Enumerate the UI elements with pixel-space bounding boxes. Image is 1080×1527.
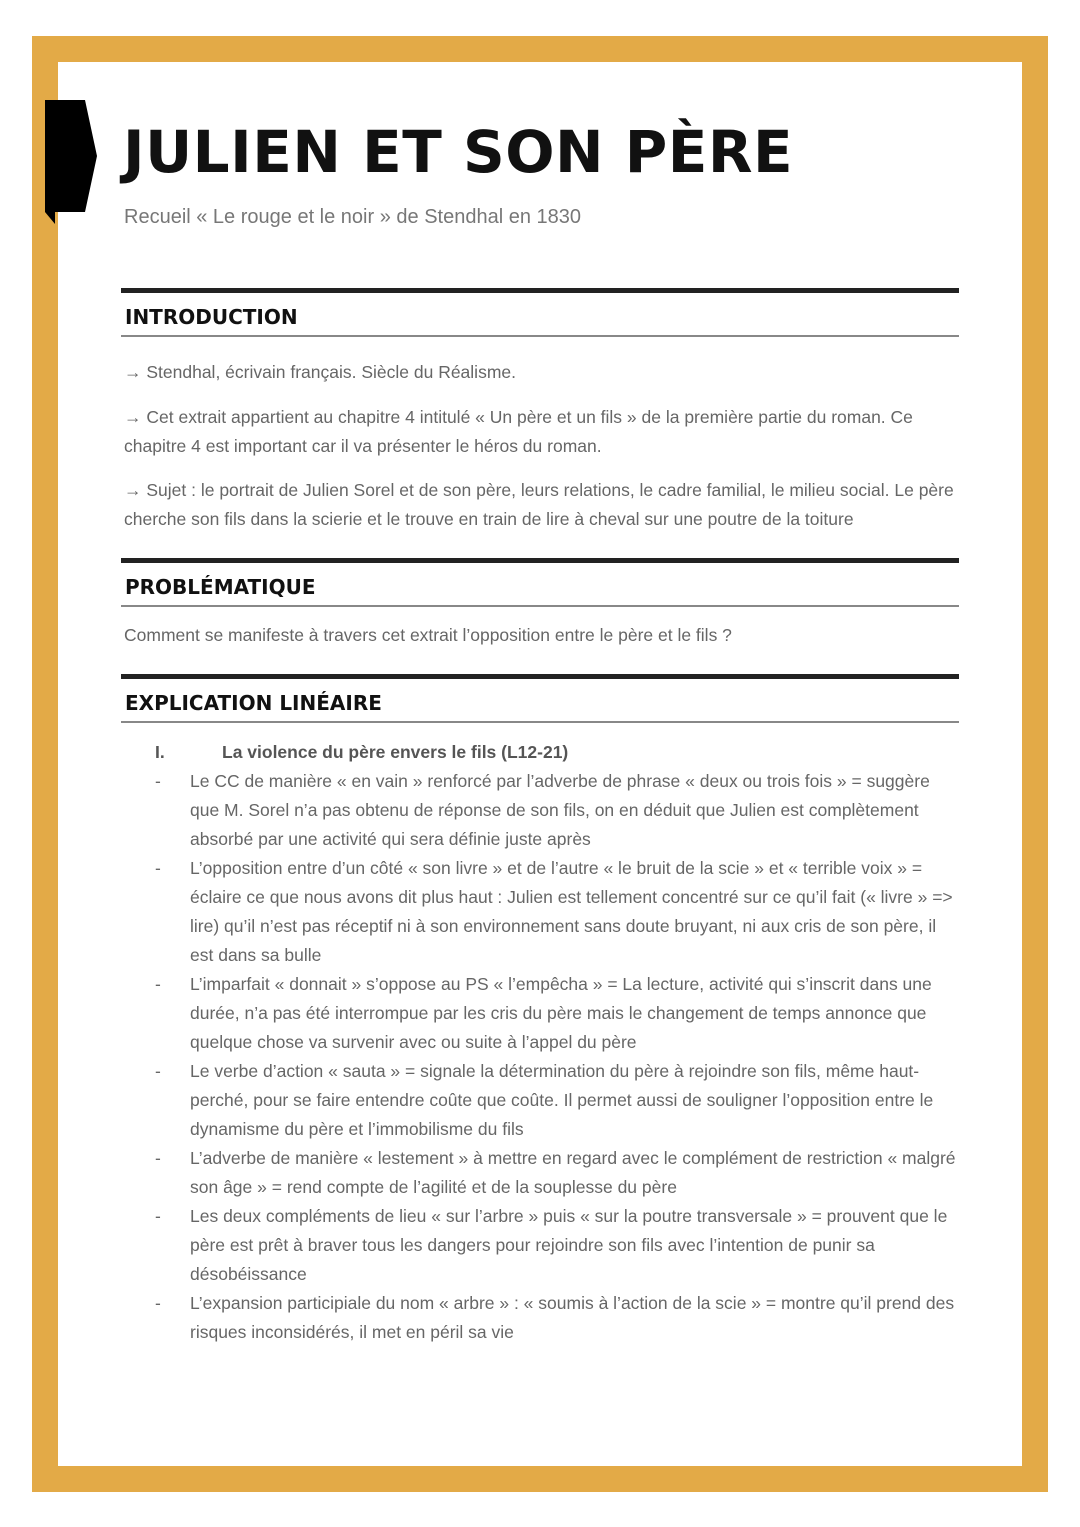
bullet: - xyxy=(155,974,161,994)
list-item xyxy=(155,1289,960,1347)
section-introduction-header xyxy=(121,288,959,337)
problematique-text: Comment se manifeste à travers cet extrait l’opposition entre le père et le fils ? xyxy=(124,625,732,645)
part-number: I. xyxy=(155,742,165,762)
list-item-text: L’imparfait « donnait » s’oppose au PS « l’empêcha » = La lecture, activité qui s’inscrit dans une durée, n’a pas été interrompue par les cris du père mais le changement de temps annonce que quelque chose va survenir avec ou suite à l’appel du père xyxy=(190,974,932,1052)
divider xyxy=(121,335,959,337)
bullet: - xyxy=(155,1061,161,1081)
part-title: La violence du père envers le fils (L12-21) xyxy=(222,742,569,762)
bullet: - xyxy=(155,858,161,878)
list-item xyxy=(155,1202,960,1289)
section-heading: EXPLICATION LINÉAIRE xyxy=(125,691,382,715)
title-marker-tab xyxy=(45,100,97,224)
list-item-text: Les deux compléments de lieu « sur l’arbre » puis « sur la poutre transversale » = prouvent que le père est prêt à braver tous les dangers pour rejoindre son fils avec l’intention de punir sa désobéissance xyxy=(190,1206,948,1284)
section-heading: PROBLÉMATIQUE xyxy=(125,575,316,599)
page-subtitle: Recueil « Le rouge et le noir » de Stendhal en 1830 xyxy=(124,206,582,228)
bullet: - xyxy=(155,1293,161,1313)
intro-paragraph: → Cet extrait appartient au chapitre 4 intitulé « Un père et un fils » de la première partie du roman. Ce chapitre 4 est important car il va présenter le héros du roman. xyxy=(124,407,913,456)
list-item-text: Le CC de manière « en vain » renforcé par l’adverbe de phrase « deux ou trois fois » = suggère que M. Sorel n’a pas obtenu de réponse de son fils, on en déduit que Julien est complètement absorbé par une activité qui sera définie juste après xyxy=(190,771,930,849)
section-heading: INTRODUCTION xyxy=(125,305,298,329)
list-item-text: L’adverbe de manière « lestement » à mettre en regard avec le complément de restriction « malgré son âge » = rend compte de l’agilité et de la souplesse du père xyxy=(190,1148,956,1197)
intro-paragraph: → Stendhal, écrivain français. Siècle du Réalisme. xyxy=(124,362,516,382)
bullet: - xyxy=(155,1206,161,1226)
part-heading xyxy=(155,738,960,767)
bullet: - xyxy=(155,771,161,791)
list-item xyxy=(155,854,960,970)
bullet: - xyxy=(155,1148,161,1168)
explication-list xyxy=(155,738,960,1347)
page-title: JULIEN ET SON PÈRE xyxy=(123,118,794,186)
list-item xyxy=(155,767,960,854)
list-item xyxy=(155,970,960,1057)
intro-paragraph: → Sujet : le portrait de Julien Sorel et de son père, leurs relations, le cadre familial, le milieu social. Le père cherche son fils dans la scierie et le trouve en train de lire à cheval sur une poutre de la toiture xyxy=(124,480,954,529)
divider xyxy=(121,721,959,723)
divider xyxy=(121,605,959,607)
section-problematique-header xyxy=(121,558,959,607)
section-explication-header xyxy=(121,674,959,723)
list-item-text: L’opposition entre d’un côté « son livre » et de l’autre « le bruit de la scie » et « terrible voix » = éclaire ce que nous avons dit plus haut : Julien est tellement concentré sur ce qu’il fait (« livre » => lire) qu’il n’est pas réceptif ni à son environnement sans doute bruyant, ni aux cris de son père, il est dans sa bulle xyxy=(190,858,953,965)
list-item-text: L’expansion participiale du nom « arbre » : « soumis à l’action de la scie » = montre qu’il prend des risques inconsidérés, il met en péril sa vie xyxy=(190,1293,955,1342)
list-item xyxy=(155,1057,960,1144)
list-item xyxy=(155,1144,960,1202)
list-item-text: Le verbe d’action « sauta » = signale la détermination du père à rejoindre son fils, même haut-perché, pour se faire entendre coûte que coûte. Il permet aussi de souligner l’opposition entre le dynamisme du père et l’immobilisme du fils xyxy=(190,1061,934,1139)
